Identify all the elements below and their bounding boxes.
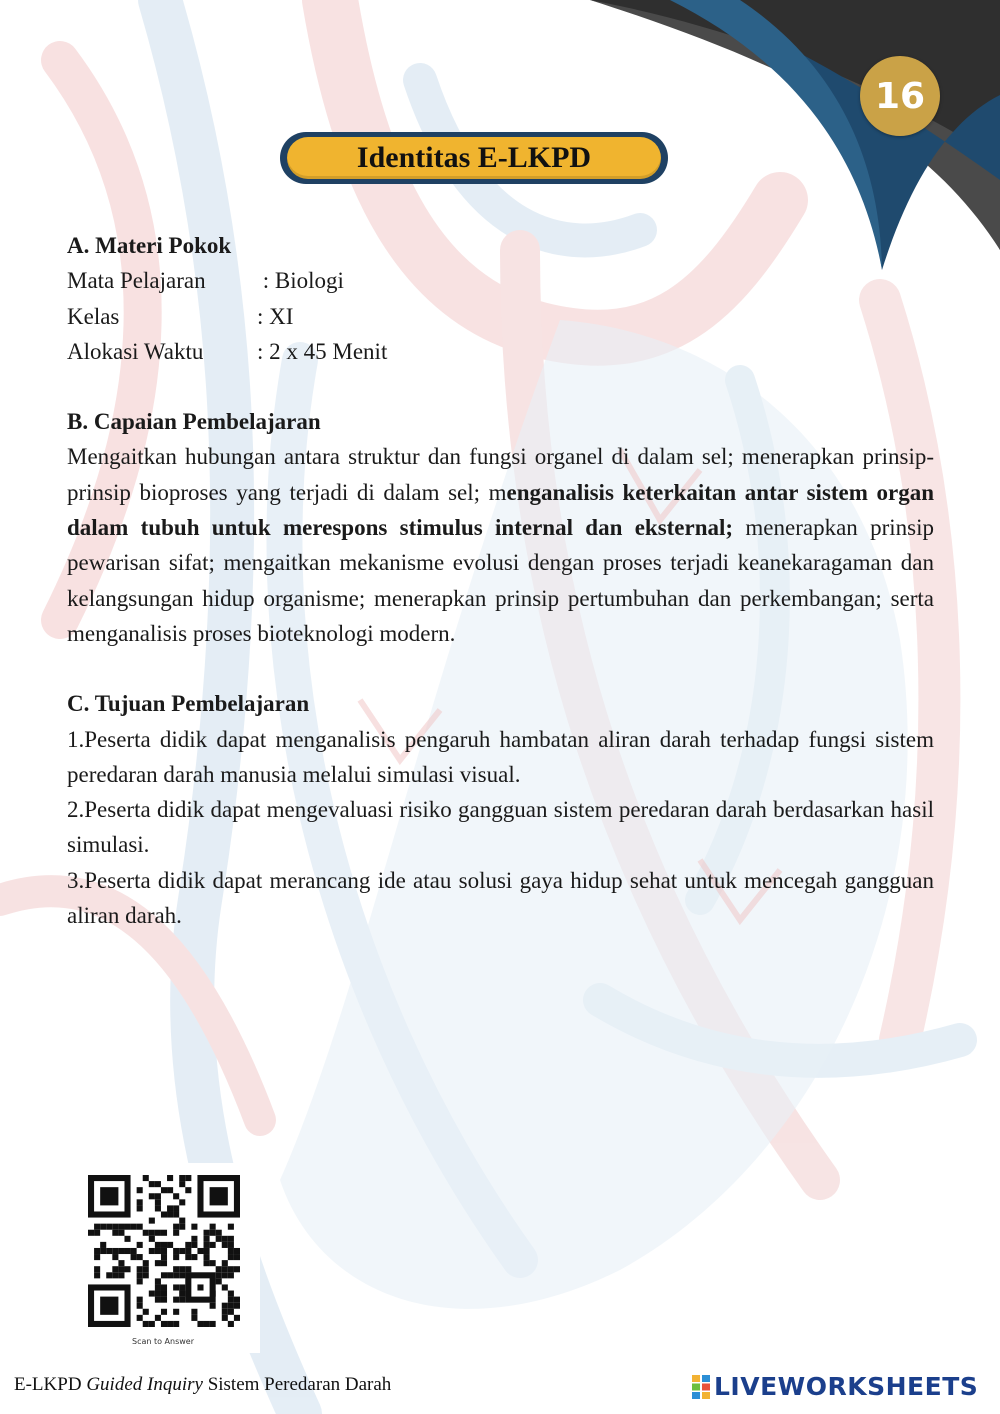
qr-code-panel[interactable] bbox=[66, 1163, 260, 1353]
learning-outcome-paragraph bbox=[67, 439, 934, 651]
liveworksheets-logo-icon bbox=[692, 1375, 710, 1399]
worksheet-content bbox=[67, 228, 934, 933]
qr-caption: Scan to Answer bbox=[131, 1337, 195, 1346]
footer-text bbox=[14, 1374, 391, 1396]
outcome-text: menerapkan prinsip pewarisan sifat; mengaitkan mekanisme evolusi dengan proses terjadi keanekaragaman dan kelangsungan hidup organisme; menerapkan prinsip pertumbuhan dan perkembangan; serta menganalisis proses bioteknologi modern. bbox=[67, 515, 934, 646]
footer-italic: Guided Inquiry bbox=[86, 1374, 203, 1395]
qr-code-icon bbox=[88, 1175, 240, 1327]
info-label: Kelas bbox=[67, 303, 120, 329]
info-row-class bbox=[67, 299, 934, 334]
info-value: : XI bbox=[257, 303, 294, 329]
page-number-badge: 16 bbox=[860, 56, 940, 136]
info-row-subject bbox=[67, 263, 934, 298]
outcome-text: Mengaitkan hubungan antara struktur dan fungsi organel di dalam sel; menerapkan prinsip-prinsip bioproses yang terjadi di dalam sel; m bbox=[67, 444, 934, 505]
objective-item: 2.Peserta didik dapat mengevaluasi risiko gangguan sistem peredaran darah berdasarkan hasil simulasi. bbox=[67, 797, 934, 858]
title-banner bbox=[280, 132, 668, 184]
section-c-heading: C. Tujuan Pembelajaran bbox=[67, 691, 310, 717]
section-a-heading: A. Materi Pokok bbox=[67, 233, 232, 258]
section-b-heading: B. Capaian Pembelajaran bbox=[67, 409, 321, 435]
info-label: Alokasi Waktu bbox=[67, 338, 204, 364]
page-title: Identitas E-LKPD bbox=[287, 137, 661, 179]
info-label: Mata Pelajaran bbox=[67, 268, 206, 294]
info-row-time-allocation bbox=[67, 334, 934, 369]
footer-suffix: Sistem Peredaran Darah bbox=[202, 1374, 392, 1395]
brand-name: LIVEWORKSHEETS bbox=[714, 1372, 979, 1401]
info-value: : Biologi bbox=[257, 268, 344, 294]
footer-prefix: E-LKPD bbox=[14, 1374, 87, 1395]
objective-item: 1.Peserta didik dapat menganalisis pengaruh hambatan aliran darah terhadap fungsi sistem peredaran darah manusia melalui simulasi visual. bbox=[67, 726, 934, 787]
objective-item: 3.Peserta didik dapat merancang ide atau solusi gaya hidup sehat untuk mencegah gangguan aliran darah. bbox=[67, 867, 934, 929]
info-value: : 2 x 45 Menit bbox=[257, 338, 388, 364]
liveworksheets-brand[interactable] bbox=[692, 1372, 978, 1401]
outcome-text-bold: enganalisis keterkaitan antar sistem organ dalam tubuh untuk merespons stimulus internal dan eksternal; bbox=[67, 479, 935, 541]
